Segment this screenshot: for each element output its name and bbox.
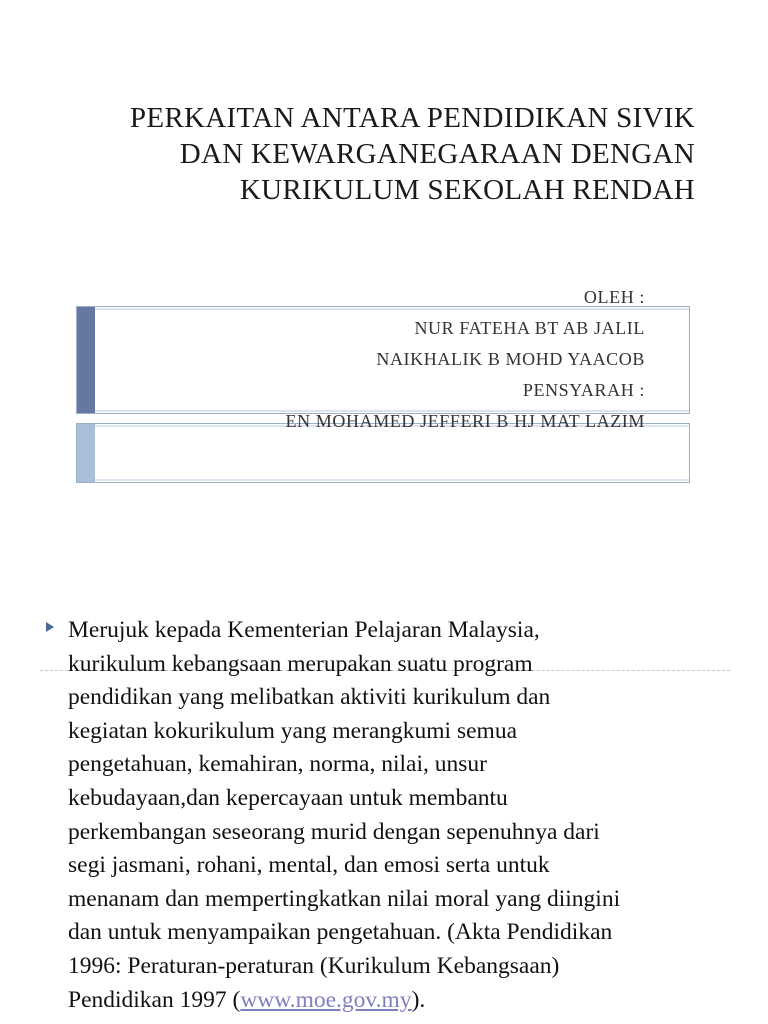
title-line: DAN KEWARGANEGARAAN DENGAN	[179, 138, 695, 170]
credit-line: NAIKHALIK B MOHD YAACOB	[376, 349, 645, 369]
credit-line: PENSYARAH :	[522, 380, 645, 400]
paragraph-line: dan untuk menyampaikan pengetahuan. (Akta Pendidikan	[68, 919, 613, 946]
credit-line: EN MOHAMED JEFFERI B HJ MAT LAZIM	[285, 411, 645, 431]
paragraph-line: menanam dan mempertingkatkan nilai moral yang diingini	[68, 885, 621, 912]
paragraph-line: perkembangan seseorang murid dengan sepenuhnya dari	[68, 818, 600, 845]
paragraph-line-last	[68, 984, 758, 1018]
panel-rule	[95, 479, 689, 481]
triangle-bullet-icon	[46, 622, 54, 632]
title-line: KURIKULUM SEKOLAH RENDAH	[239, 174, 695, 206]
content-slide	[0, 600, 768, 1024]
paragraph-line: pengetahuan, kemahiran, norma, nilai, unsur	[68, 751, 487, 778]
paragraph-line: kegiatan kokurikulum yang merangkumi semua	[68, 717, 518, 744]
paragraph-line: kebudayaan,dan kepercayaan untuk membantu	[68, 784, 508, 811]
paragraph-line: Merujuk kepada Kementerian Pelajaran Malaysia,	[68, 617, 540, 643]
slide-title	[40, 100, 695, 208]
accent-bar-light	[77, 424, 95, 482]
credit-line: OLEH :	[583, 287, 645, 307]
bullet-paragraph	[68, 614, 758, 1017]
title-line: PERKAITAN ANTARA PENDIDIKAN SIVIK	[129, 102, 695, 134]
moe-website-link[interactable]: www.moe.gov.my	[240, 986, 412, 1013]
citation-prefix: Pendidikan 1997 (	[68, 986, 241, 1013]
citation-suffix: ).	[411, 986, 426, 1013]
paragraph-line: kurikulum kebangsaan merupakan suatu program	[68, 650, 533, 677]
paragraph-line: segi jasmani, rohani, mental, dan emosi serta untuk	[68, 852, 550, 879]
credits-text	[120, 282, 645, 437]
credit-line: NUR FATEHA BT AB JALIL	[414, 318, 645, 338]
accent-bar-dark	[77, 307, 95, 413]
paragraph-line: pendidikan yang melibatkan aktiviti kurikulum dan	[68, 684, 551, 711]
paragraph-line: 1996: Peraturan-peraturan (Kurikulum Kebangsaan)	[68, 952, 560, 979]
